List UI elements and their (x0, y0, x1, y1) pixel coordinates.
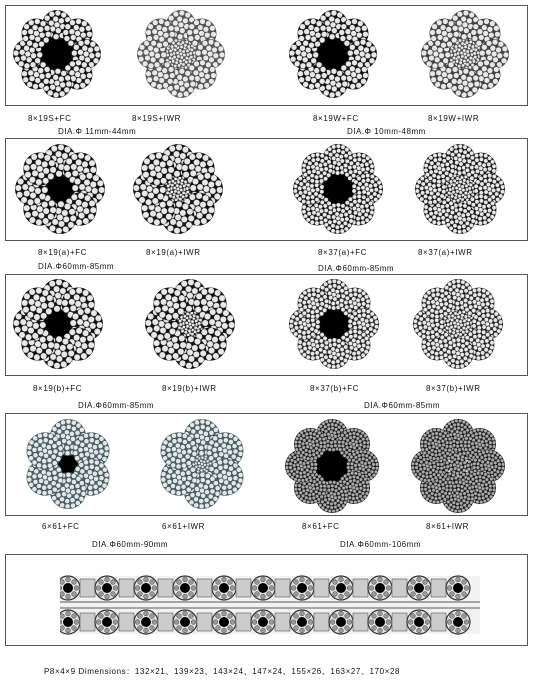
rope-8x19a-iwr-diagram (132, 143, 224, 235)
rope-label: 8×61+IWR (426, 522, 470, 531)
rope-label: 6×61+IWR (162, 522, 206, 531)
rope-8x19s-fc-diagram (12, 9, 102, 99)
rope-8x19w-fc-diagram (288, 9, 378, 99)
rope-label: 8×19(a)+IWR (146, 248, 201, 257)
rope-label: 8×37(a)+IWR (418, 248, 473, 257)
rope-8x61-iwr-diagram (410, 418, 506, 514)
rope-label: 8×37(b)+FC (310, 384, 360, 393)
rope-8x19a-fc-diagram (14, 143, 106, 235)
rope-8x19w-iwr-diagram (420, 9, 510, 99)
rope-label: 8×19(b)+IWR (162, 384, 217, 393)
diameter-range: DIA.Φ60mm-106mm (340, 540, 422, 549)
rope-6x61-iwr-diagram (156, 418, 248, 510)
rope-label: 6×61+FC (42, 522, 80, 531)
rope-8x37b-iwr-diagram (412, 278, 504, 370)
rope-8x37a-fc-diagram (292, 143, 384, 235)
diameter-range: DIA.Φ60mm-85mm (38, 262, 115, 271)
rope-label: 8×19(a)+FC (38, 248, 88, 257)
flat-rope-diagram (60, 566, 480, 644)
rope-8x61-fc-diagram (284, 418, 380, 514)
rope-label: 8×19S+FC (28, 114, 72, 123)
diameter-range: DIA.Φ 10mm-48mm (347, 127, 426, 136)
diameter-range: DIA.Φ60mm-85mm (78, 401, 155, 410)
rope-8x37a-iwr-diagram (414, 143, 506, 235)
rope-label: 8×37(b)+IWR (426, 384, 481, 393)
diameter-range: DIA.Φ60mm-85mm (318, 264, 395, 273)
rope-label: 8×37(a)+FC (318, 248, 368, 257)
rope-label: 8×19(b)+FC (33, 384, 83, 393)
diameter-range: DIA.Φ 11mm-44mm (58, 127, 137, 136)
flat-rope-dimensions: P8×4×9 Dimensions：132×21、139×23、143×24、147×24、155×26、163×27、170×28 (44, 667, 401, 676)
rope-8x19s-iwr-diagram (136, 9, 226, 99)
rope-8x19b-iwr-diagram (144, 278, 236, 370)
diameter-range: DIA.Φ60mm-90mm (92, 540, 169, 549)
rope-label: 8×61+FC (302, 522, 340, 531)
rope-label: 8×19W+IWR (428, 114, 480, 123)
rope-label: 8×19W+FC (313, 114, 359, 123)
rope-6x61-fc-diagram (22, 418, 114, 510)
rope-8x37b-fc-diagram (288, 278, 380, 370)
rope-8x19b-fc-diagram (12, 278, 104, 370)
rope-label: 8×19S+IWR (132, 114, 181, 123)
diameter-range: DIA.Φ60mm-85mm (364, 401, 441, 410)
